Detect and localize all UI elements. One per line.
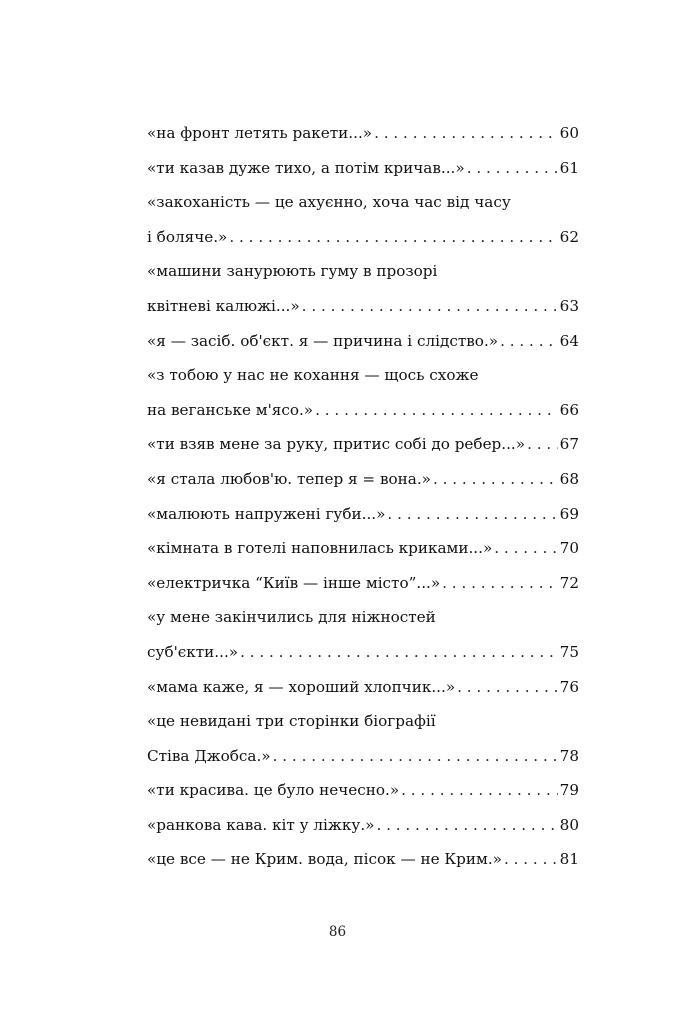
toc-entry-page: 66	[559, 400, 579, 419]
toc-line	[147, 324, 579, 359]
toc-entry-page: 81	[559, 850, 579, 869]
toc-entry-title: «машини занурюють гуму в прозорі	[147, 262, 438, 281]
toc-entry-title: «ранкова кава. кіт у ліжку.»	[147, 815, 375, 834]
toc-line	[147, 462, 579, 497]
toc-entry-title: і боляче.»	[147, 227, 228, 246]
dot-leader	[504, 842, 558, 877]
toc-entry-page: 79	[559, 781, 579, 800]
toc-entry-title: «ти взяв мене за руку, притис собі до ребер...»	[147, 435, 526, 454]
toc-entry-title: «на фронт летять ракети...»	[147, 124, 373, 142]
toc-entry-title: «кімната в готелі наповнилась криками...»	[147, 539, 493, 558]
toc-entry-page: 62	[559, 227, 579, 246]
toc-line	[147, 289, 579, 324]
toc-line	[147, 497, 579, 532]
dot-leader	[433, 462, 558, 497]
dot-leader	[376, 808, 557, 843]
table-of-contents	[147, 116, 579, 877]
dot-leader	[229, 220, 557, 255]
dot-leader	[240, 635, 558, 670]
page-number: 86	[328, 924, 347, 940]
dot-leader	[494, 531, 557, 566]
toc-line	[147, 254, 579, 289]
toc-entry-title: «ти казав дуже тихо, а потім кричав...»	[147, 158, 465, 177]
toc-entry-page: 63	[559, 296, 579, 315]
toc-entry-title: «я — засіб. об'єкт. я — причина і слідство.»	[147, 331, 499, 350]
toc-entry-title: на веганське м'ясо.»	[147, 400, 314, 419]
toc-line	[147, 220, 579, 255]
toc-entry-page: 64	[559, 331, 579, 350]
toc-entry-page: 75	[559, 642, 579, 661]
toc-line	[147, 185, 579, 220]
toc-line	[147, 808, 579, 843]
toc-entry-page: 78	[559, 746, 579, 765]
toc-line	[147, 704, 579, 739]
toc-line	[147, 842, 579, 877]
toc-line	[147, 670, 579, 705]
toc-entry-page: 76	[559, 677, 579, 696]
dot-leader	[527, 427, 558, 462]
toc-line	[147, 151, 579, 186]
toc-entry-page: 68	[559, 469, 579, 488]
toc-entry-title: Стіва Джобса.»	[147, 746, 271, 765]
dot-leader	[302, 289, 558, 324]
dot-leader	[401, 773, 558, 808]
toc-entry-page: 61	[559, 158, 579, 177]
toc-entry-page: 60	[559, 124, 579, 142]
toc-line	[147, 358, 579, 393]
dot-leader	[500, 324, 558, 359]
toc-line	[147, 531, 579, 566]
toc-line	[147, 739, 579, 774]
toc-entry-title: «мама каже, я — хороший хлопчик...»	[147, 677, 456, 696]
toc-entry-title: суб'єкти...»	[147, 642, 239, 661]
toc-entry-page: 70	[559, 539, 579, 558]
toc-entry-title: квітневі калюжі...»	[147, 296, 300, 315]
toc-line	[147, 116, 579, 151]
toc-entry-page: 80	[559, 815, 579, 834]
toc-line	[147, 393, 579, 428]
dot-leader	[442, 566, 558, 601]
dot-leader	[387, 497, 557, 532]
toc-entry-page: 69	[559, 504, 579, 523]
dot-leader	[467, 151, 558, 186]
toc-entry-title: «закоханість — це ахуєнно, хоча час від часу	[147, 193, 511, 212]
dot-leader	[374, 116, 558, 151]
toc-entry-title: «з тобою у нас не кохання — щось схоже	[147, 366, 479, 385]
toc-entry-title: «це все — не Крим. вода, пісок — не Крим.»	[147, 850, 502, 869]
toc-entry-title: «у мене закінчились для ніжностей	[147, 608, 436, 627]
toc-line	[147, 773, 579, 808]
dot-leader	[457, 670, 558, 705]
dot-leader	[315, 393, 558, 428]
toc-entry-title: «ти красива. це було нечесно.»	[147, 781, 400, 800]
toc-entry-page: 67	[559, 435, 579, 454]
toc-entry-page: 72	[559, 573, 579, 592]
toc-entry-title: «електричка “Київ — інше місто”...»	[147, 573, 441, 592]
toc-line	[147, 600, 579, 635]
toc-line	[147, 566, 579, 601]
toc-entry-title: «я стала любов'ю. тепер я = вона.»	[147, 469, 431, 488]
dot-leader	[273, 739, 558, 774]
toc-line	[147, 635, 579, 670]
toc-entry-title: «малюють напружені губи...»	[147, 504, 386, 523]
toc-entry-title: «це невидані три сторінки біографії	[147, 712, 436, 731]
toc-line	[147, 427, 579, 462]
